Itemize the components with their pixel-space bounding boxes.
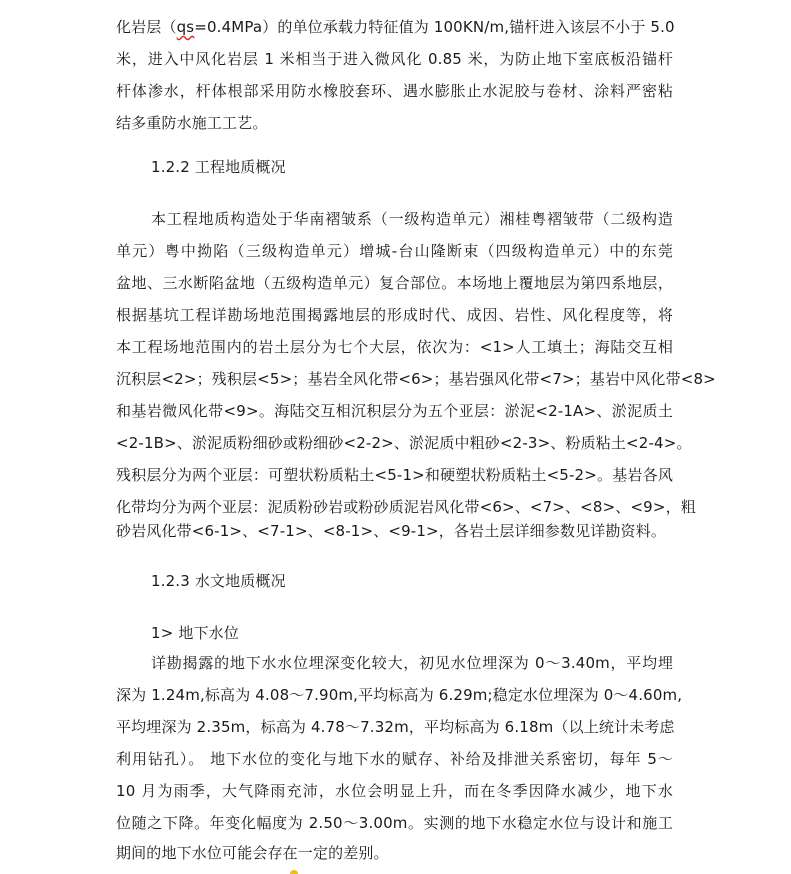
section-heading: 1.2.3 水文地质概况	[151, 572, 286, 590]
paragraph-line: 本工程场地范围内的岩土层分为七个大层，依次为：<1>人工填土；海陆交互相	[116, 338, 673, 356]
paragraph-line: 单元）粤中拗陷（三级构造单元）增城-台山隆断束（四级构造单元）中的东莞	[116, 242, 673, 260]
paragraph-line: 结多重防水施工工艺。	[116, 114, 268, 132]
spellcheck-underlined-word: qs	[176, 18, 195, 36]
paragraph-line: 和基岩微风化带<9>。海陆交互相沉积层分为五个亚层：淤泥<2-1A>、淤泥质土	[116, 402, 673, 420]
paragraph-line: 深为 1.24m,标高为 4.08～7.90m,平均标高为 6.29m;稳定水位埋深为 0～4.60m,	[116, 686, 683, 704]
paragraph-line: 米，进入中风化岩层 1 米相当于进入微风化 0.85 米，为防止地下室底板沿锚杆	[116, 50, 673, 68]
paragraph-line: 详勘揭露的地下水水位埋深变化较大，初见水位埋深为 0～3.40m，平均埋	[151, 654, 673, 672]
paragraph-line: 残积层分为两个亚层：可塑状粉质粘土<5-1>和硬塑状粉质粘土<5-2>。基岩各风	[116, 466, 673, 484]
paragraph-line: 本工程地质构造处于华南褶皱系（一级构造单元）湘桂粤褶皱带（二级构造	[151, 210, 673, 228]
paragraph-line: 利用钻孔）。 地下水位的变化与地下水的赋存、补给及排泄关系密切，每年 5～	[116, 750, 673, 768]
paragraph-line: 化岩层（qs=0.4MPa）的单位承载力特征值为 100KN/m,锚杆进入该层不小于 5.0	[116, 18, 675, 36]
paragraph-line: 砂岩风化带<6-1>、<7-1>、<8-1>、<9-1>，各岩土层详细参数见详勘资料。	[116, 522, 666, 540]
paragraph-line: 根据基坑工程详勘场地范围揭露地层的形成时代、成因、岩性、风化程度等，将	[116, 306, 673, 324]
paragraph-line: <2-1B>、淤泥质粉细砂或粉细砂<2-2>、淤泥质中粗砂<2-3>、粉质粘土<2-4>。	[116, 434, 692, 452]
paragraph-line: 盆地、三水断陷盆地（五级构造单元）复合部位。本场地上覆地层为第四系地层，	[116, 274, 673, 292]
paragraph-line: 平均埋深为 2.35m，标高为 4.78～7.32m，平均标高为 6.18m（以上统计未考虑	[116, 718, 675, 736]
paragraph-line: 位随之下降。年变化幅度为 2.50～3.00m。实测的地下水稳定水位与设计和施工	[116, 814, 673, 832]
paragraph-line: 沉积层<2>；残积层<5>；基岩全风化带<6>；基岩强风化带<7>；基岩中风化带<8>	[116, 370, 716, 388]
paragraph-line: 化带均分为两个亚层：泥质粉砂岩或粉砂质泥岩风化带<6>、<7>、<8>、<9>，粗	[116, 498, 696, 516]
decorative-mark	[290, 870, 298, 874]
subsection-heading: 1> 地下水位	[151, 624, 239, 642]
paragraph-line: 期间的地下水位可能会存在一定的差别。	[116, 844, 389, 862]
paragraph-line: 10 月为雨季，大气降雨充沛，水位会明显上升，而在冬季因降水减少，地下水	[116, 782, 673, 800]
section-heading: 1.2.2 工程地质概况	[151, 158, 286, 176]
paragraph-line: 杆体渗水，杆体根部采用防水橡胶套环、遇水膨胀止水泥胶与卷材、涂料严密粘	[116, 82, 673, 100]
